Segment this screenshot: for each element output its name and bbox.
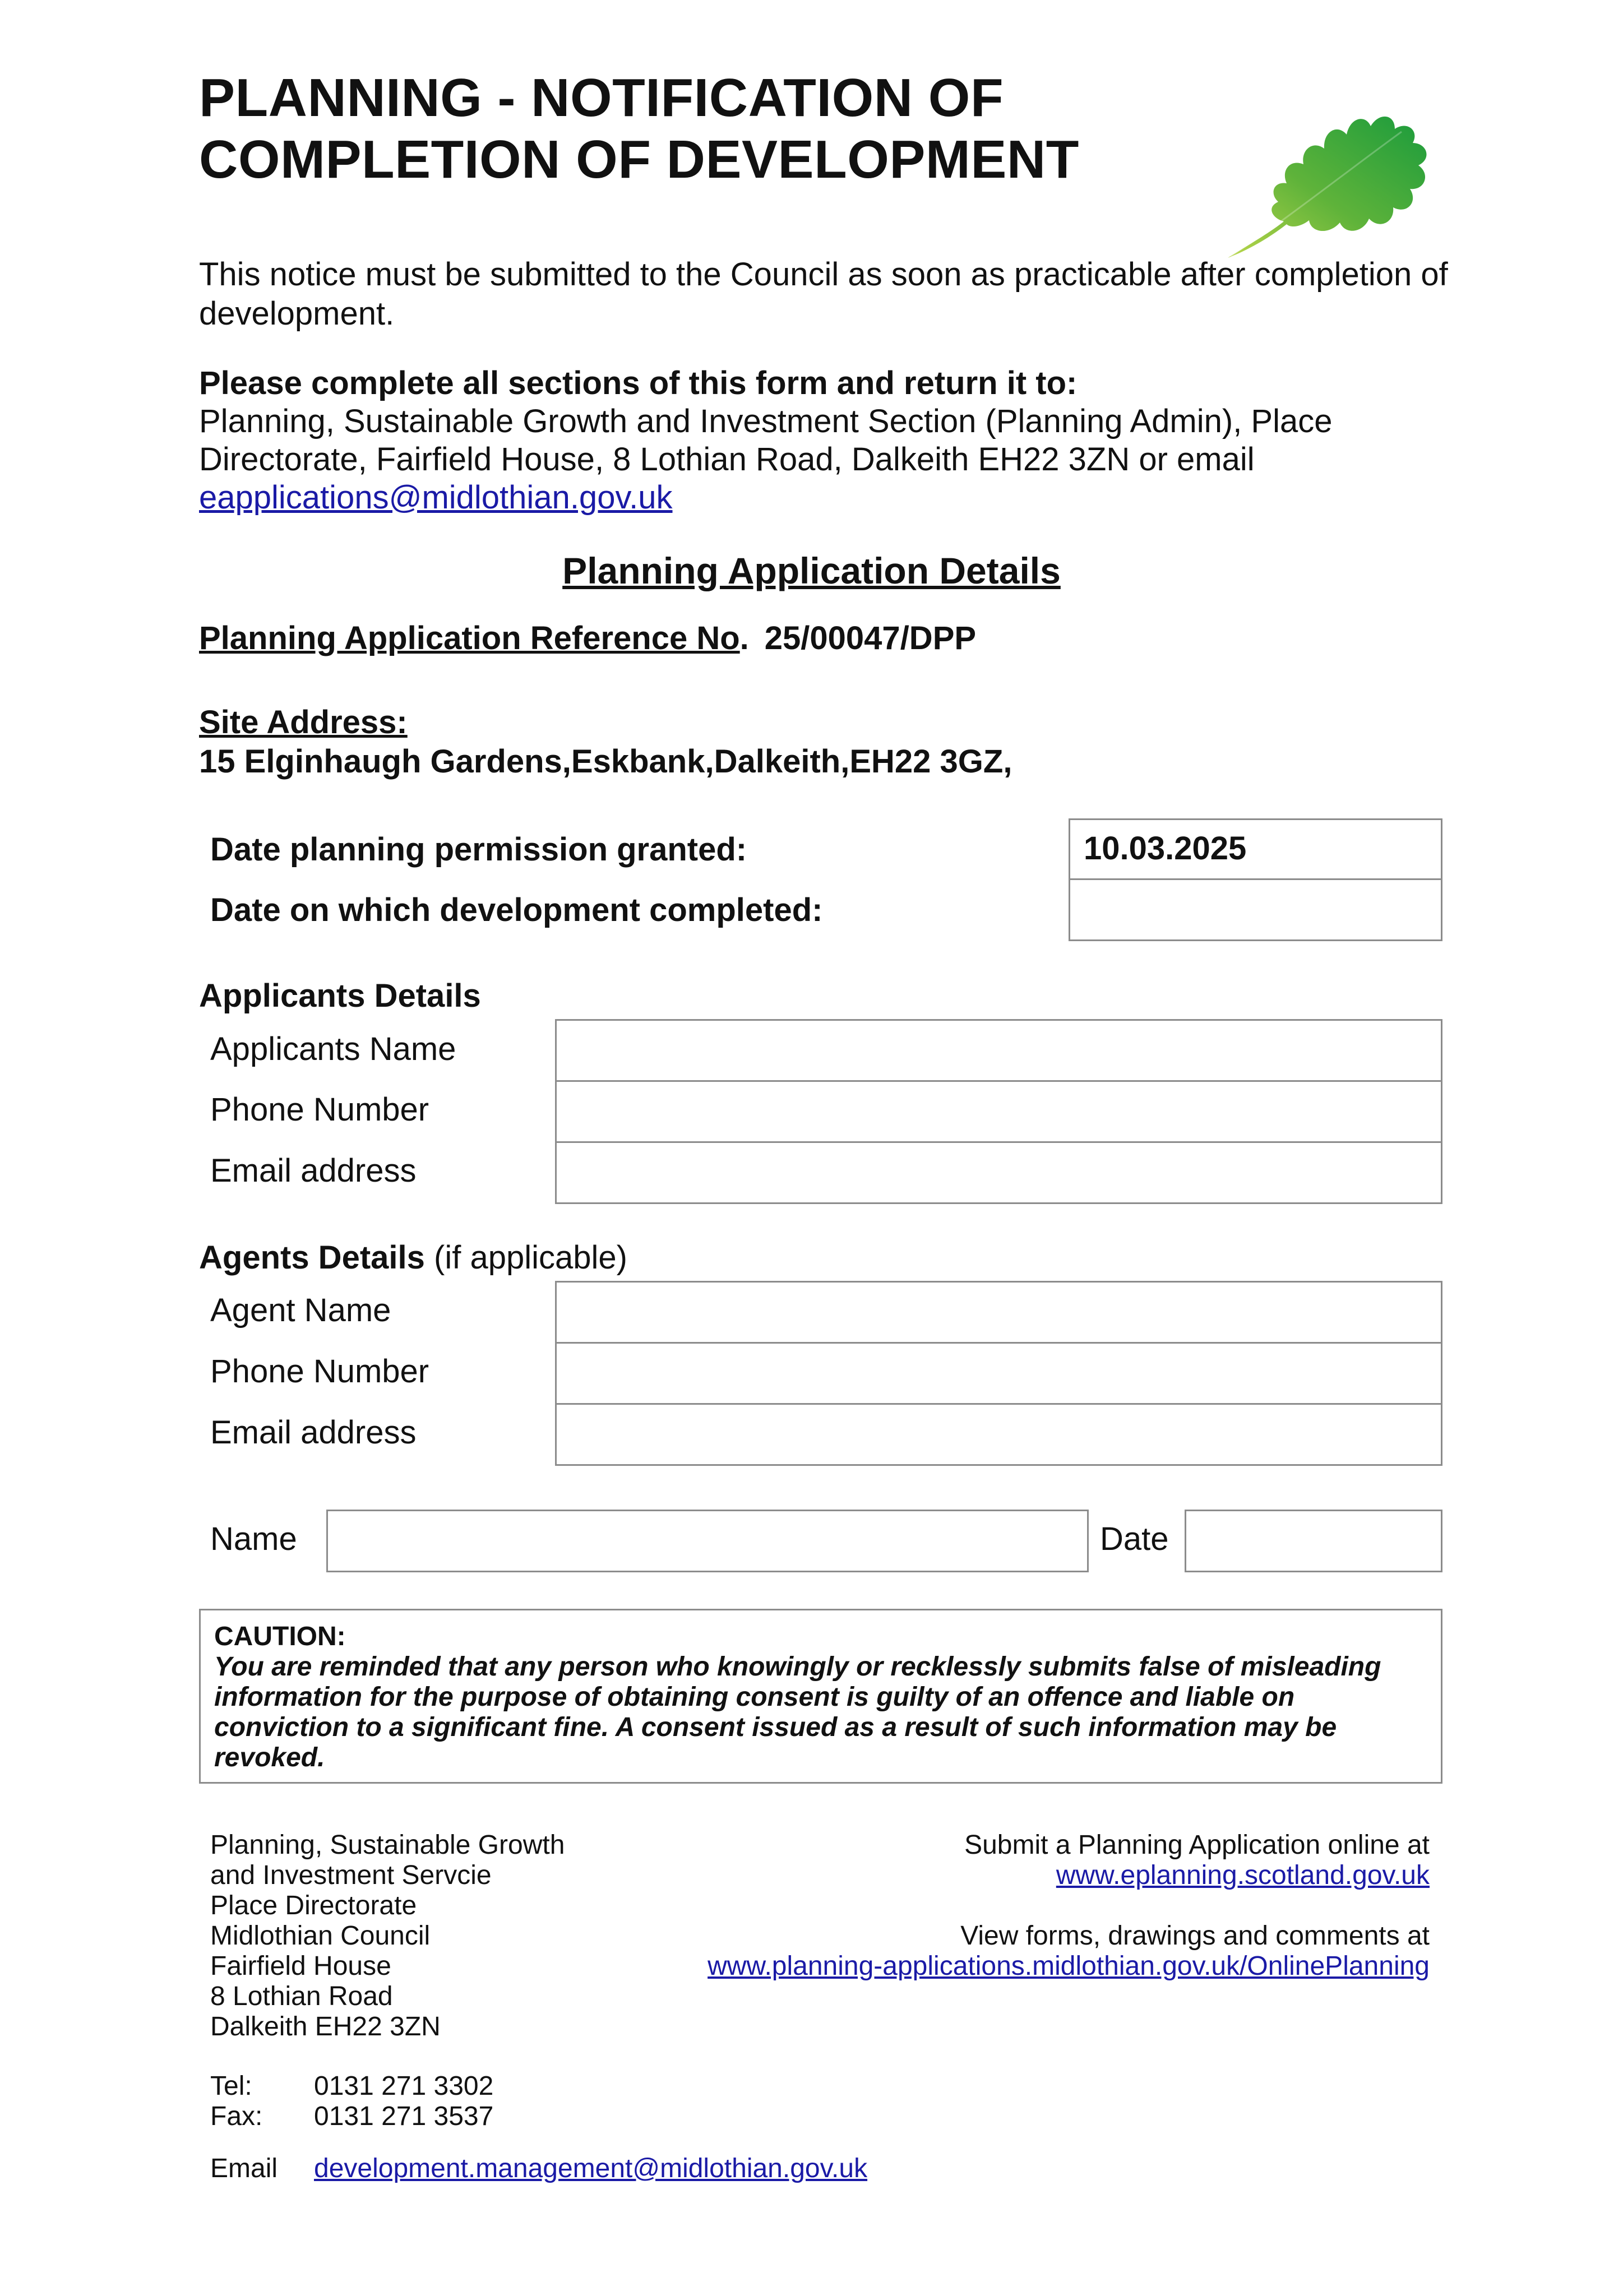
email-label: Email [210,2154,278,2183]
footer-address-line: Place Directorate [210,1891,417,1920]
site-address-value: 15 Elginhaugh Gardens,Eskbank,Dalkeith,EH22 3GZ, [199,743,1012,780]
applicant-phone-field[interactable] [555,1080,1442,1143]
intro-text: This notice must be submitted to the Council as soon as practicable after completion of development. [199,256,1448,332]
development-management-email-link[interactable]: development.management@midlothian.gov.uk [314,2154,868,2183]
site-address-label: Site Address: [199,704,408,740]
signature-date-field[interactable] [1185,1510,1442,1572]
footer-address-line: Midlothian Council [210,1921,431,1951]
permission-granted-field[interactable]: 10.03.2025 [1069,818,1442,880]
view-forms-text: View forms, drawings and comments at [960,1921,1430,1951]
reference-label: Planning Application Reference No [199,620,740,656]
agents-details-heading: Agents Details [199,1239,425,1276]
caution-heading: CAUTION: [214,1622,346,1651]
applicant-name-label: Applicants Name [210,1031,456,1067]
eplanning-link[interactable]: www.eplanning.scotland.gov.uk [1056,1860,1430,1890]
agent-name-label: Agent Name [210,1292,391,1328]
tel-value: 0131 271 3302 [314,2071,494,2101]
development-completed-label: Date on which development completed: [210,892,823,928]
applicants-details-title [199,977,481,1015]
agents-details-suffix: (if applicable) [434,1239,627,1276]
agent-phone-field[interactable] [555,1342,1442,1405]
title-line-1: PLANNING - NOTIFICATION OF [199,68,1004,128]
applicants-details-heading: Applicants Details [199,978,481,1014]
reference-row: Planning Application Reference No. 25/00047/DPP [199,620,977,656]
fax-label: Fax: [210,2101,263,2131]
tel-label: Tel: [210,2071,252,2101]
caution-text: You are reminded that any person who knowingly or recklessly submits false of misleading information for the purpose of obtaining consent is guilty of an offence and liable on conviction to a significant fine. A consent issued as a result of such information may be revoked. [214,1652,1381,1772]
tel-row [210,2071,493,2101]
return-address: Planning, Sustainable Growth and Investment Section (Planning Admin), Place Directorate, Fairfield House, 8 Lothian Road, Dalkeith EH22 3ZN or email [199,403,1333,478]
footer-address-line: and Investment Servcie [210,1860,492,1890]
signature-name-label: Name [210,1521,297,1557]
oak-leaf-icon [1217,64,1441,266]
submit-online-text: Submit a Planning Application online at [964,1830,1430,1860]
applicant-name-field[interactable] [555,1019,1442,1082]
email-row [210,2154,867,2184]
development-completed-field[interactable] [1069,878,1442,941]
online-planning-link[interactable]: www.planning-applications.midlothian.gov.uk/OnlinePlanning [708,1951,1430,1981]
agent-name-field[interactable] [555,1281,1442,1344]
footer-links [708,1830,1430,1982]
signature-name-field[interactable] [326,1510,1089,1572]
footer-address-line: Dalkeith EH22 3ZN [210,2012,441,2042]
fax-row [210,2101,493,2132]
signature-date-label: Date [1100,1521,1169,1557]
reference-value: 25/00047/DPP [764,620,977,656]
agent-phone-label: Phone Number [210,1353,429,1390]
permission-granted-label: Date planning permission granted: [210,831,747,868]
return-instructions [199,364,1455,517]
applicant-phone-label: Phone Number [210,1091,429,1128]
eapplications-email-link[interactable]: eapplications@midlothian.gov.uk [199,479,673,516]
caution-box [199,1609,1442,1784]
agents-details-title [199,1239,627,1276]
footer-address [210,1830,565,2042]
instructions-heading: Please complete all sections of this form and return it to: [199,365,1078,401]
agent-email-field[interactable] [555,1403,1442,1466]
applicant-email-field[interactable] [555,1141,1442,1204]
agent-email-label: Email address [210,1414,417,1451]
page-title [199,67,1079,191]
section-title: Planning Application Details [562,550,1061,591]
footer-address-line: Planning, Sustainable Growth [210,1830,565,1860]
title-line-2: COMPLETION OF DEVELOPMENT [199,129,1079,189]
footer-address-line: 8 Lothian Road [210,1982,393,2011]
fax-value: 0131 271 3537 [314,2101,494,2131]
applicant-email-label: Email address [210,1152,417,1189]
footer-address-line: Fairfield House [210,1951,391,1981]
